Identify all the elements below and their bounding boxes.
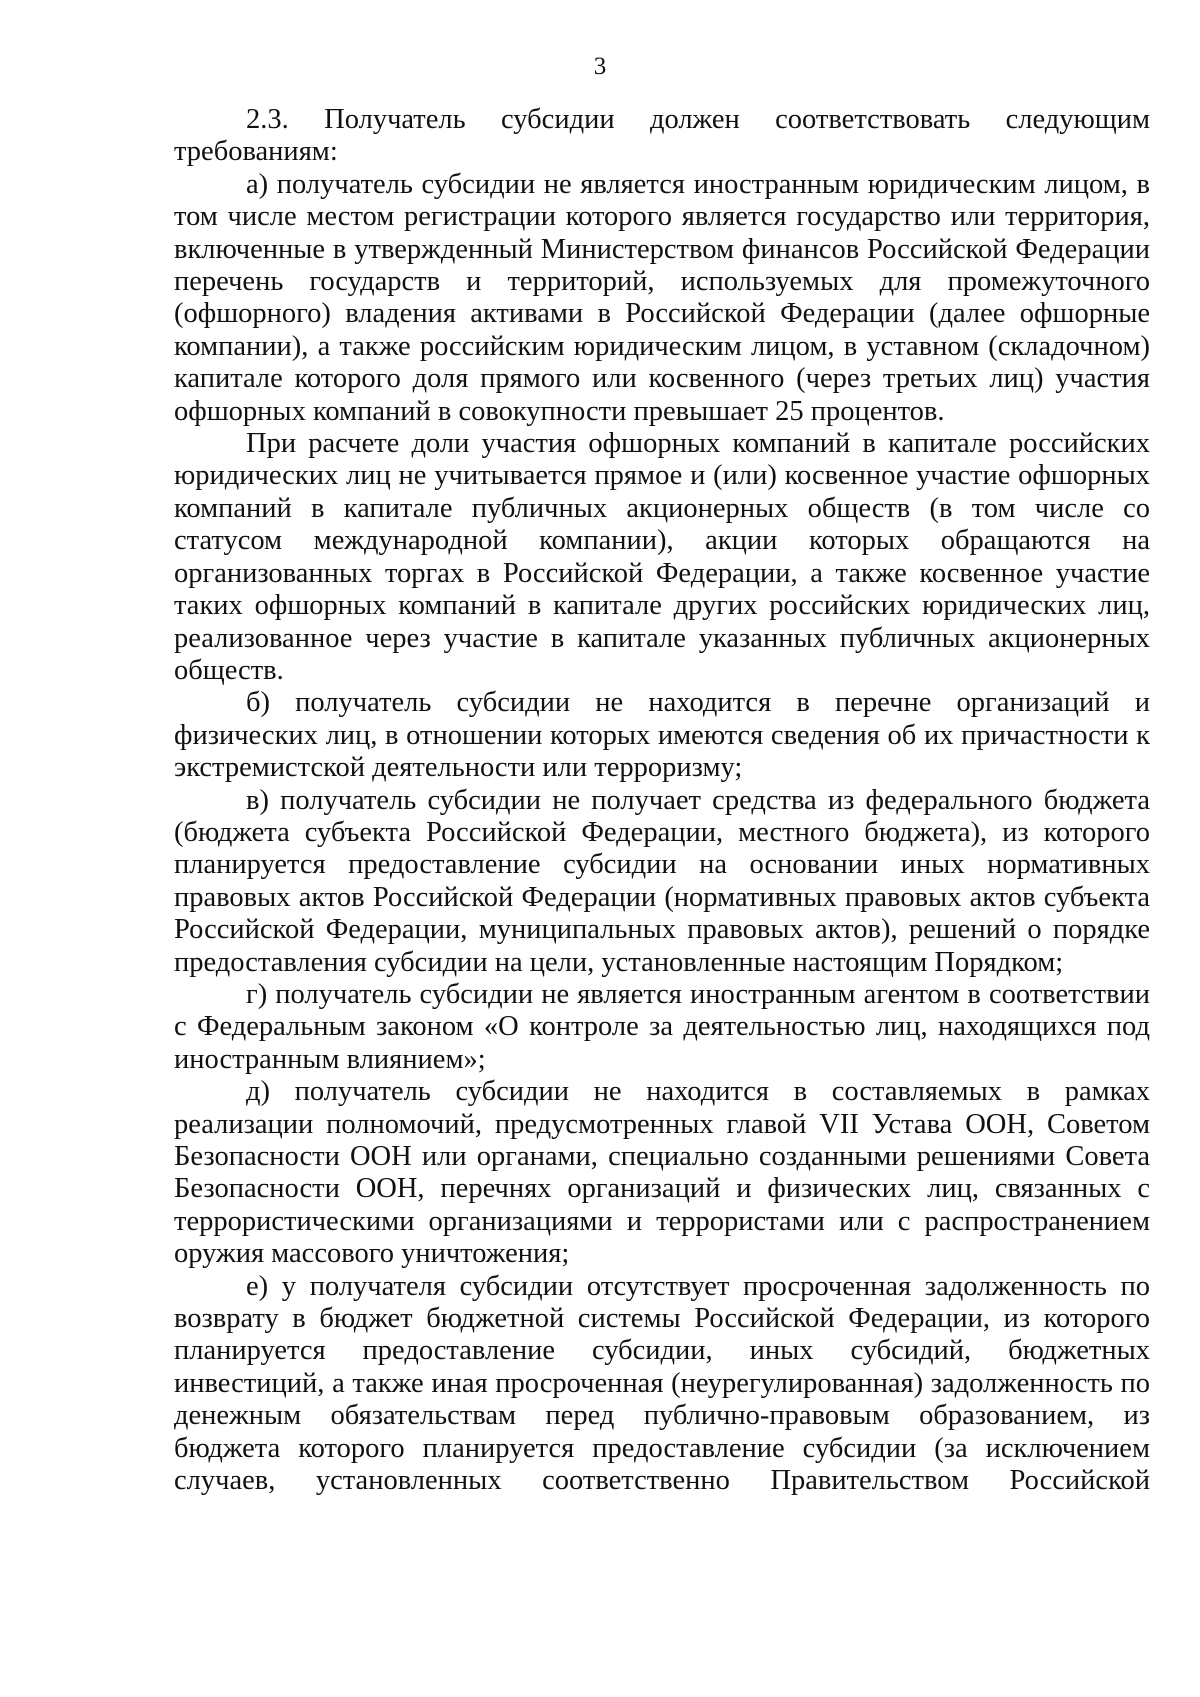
paragraph-item-b: б) получатель субсидии не находится в перечне организаций и физических лиц, в отношении которых имеются сведения об их причастности к экстремистской деятельности или терроризму;: [174, 687, 1150, 784]
paragraph-offshore-calculation: При расчете доли участия офшорных компаний в капитале российских юридических лиц не учитывается прямое и (или) косвенное участие офшорных компаний в капитале публичных акционерных обществ (в том числе со статусом международной компании), акции которых обращаются на организованных торгах в Российской Федерации, а также косвенное участие таких офшорных компаний в капитале других российских юридических лиц, реализованное через участие в капитале указанных публичных акционерных обществ.: [174, 428, 1150, 686]
paragraph-item-a: а) получатель субсидии не является иностранным юридическим лицом, в том числе местом регистрации которого является государство или территория, включенные в утвержденный Министерством финансов Российской Федерации перечень государств и территорий, используемых для промежуточного (офшорного) владения активами в Российской Федерации (далее офшорные компании), а также российским юридическим лицом, в уставном (складочном) капитале которого доля прямого или косвенного (через третьих лиц) участия офшорных компаний в совокупности превышает 25 процентов.: [174, 168, 1150, 427]
document-body: [174, 104, 1150, 1497]
paragraph-item-v: в) получатель субсидии не получает средства из федерального бюджета (бюджета субъекта Российской Федерации, местного бюджета), из которого планируется предоставление субсидии на основании иных нормативных правовых актов Российской Федерации (нормативных правовых актов субъекта Российской Федерации, муниципальных правовых актов), решений о порядке предоставления субсидии на цели, установленные настоящим Порядком;: [174, 784, 1150, 978]
page-number: 3: [593, 53, 607, 80]
paragraph-item-g: г) получатель субсидии не является иностранным агентом в соответствии с Федеральным законом «О контроле за деятельностью лиц, находящихся под иностранным влиянием»;: [174, 978, 1150, 1075]
paragraph-item-e: е) у получателя субсидии отсутствует просроченная задолженность по возврату в бюджет бюджетной системы Российской Федерации, из которого планируется предоставление субсидии, иных субсидий, бюджетных инвестиций, а также иная просроченная (неурегулированная) задолженность по денежным обязательствам перед публично-правовым образованием, из бюджета которого планируется предоставление субсидии (за исключением случаев, установленных соответственно Правительством Российской: [174, 1270, 1150, 1497]
paragraph-item-d: д) получатель субсидии не находится в составляемых в рамках реализации полномочий, предусмотренных главой VII Устава ООН, Советом Безопасности ООН или органами, специально созданными решениями Совета Безопасности ООН, перечнях организаций и физических лиц, связанных с террористическими организациями и террористами или с распространением оружия массового уничтожения;: [174, 1076, 1150, 1270]
paragraph-2-3: 2.3. Получатель субсидии должен соответствовать следующим требованиям:: [174, 104, 1150, 168]
